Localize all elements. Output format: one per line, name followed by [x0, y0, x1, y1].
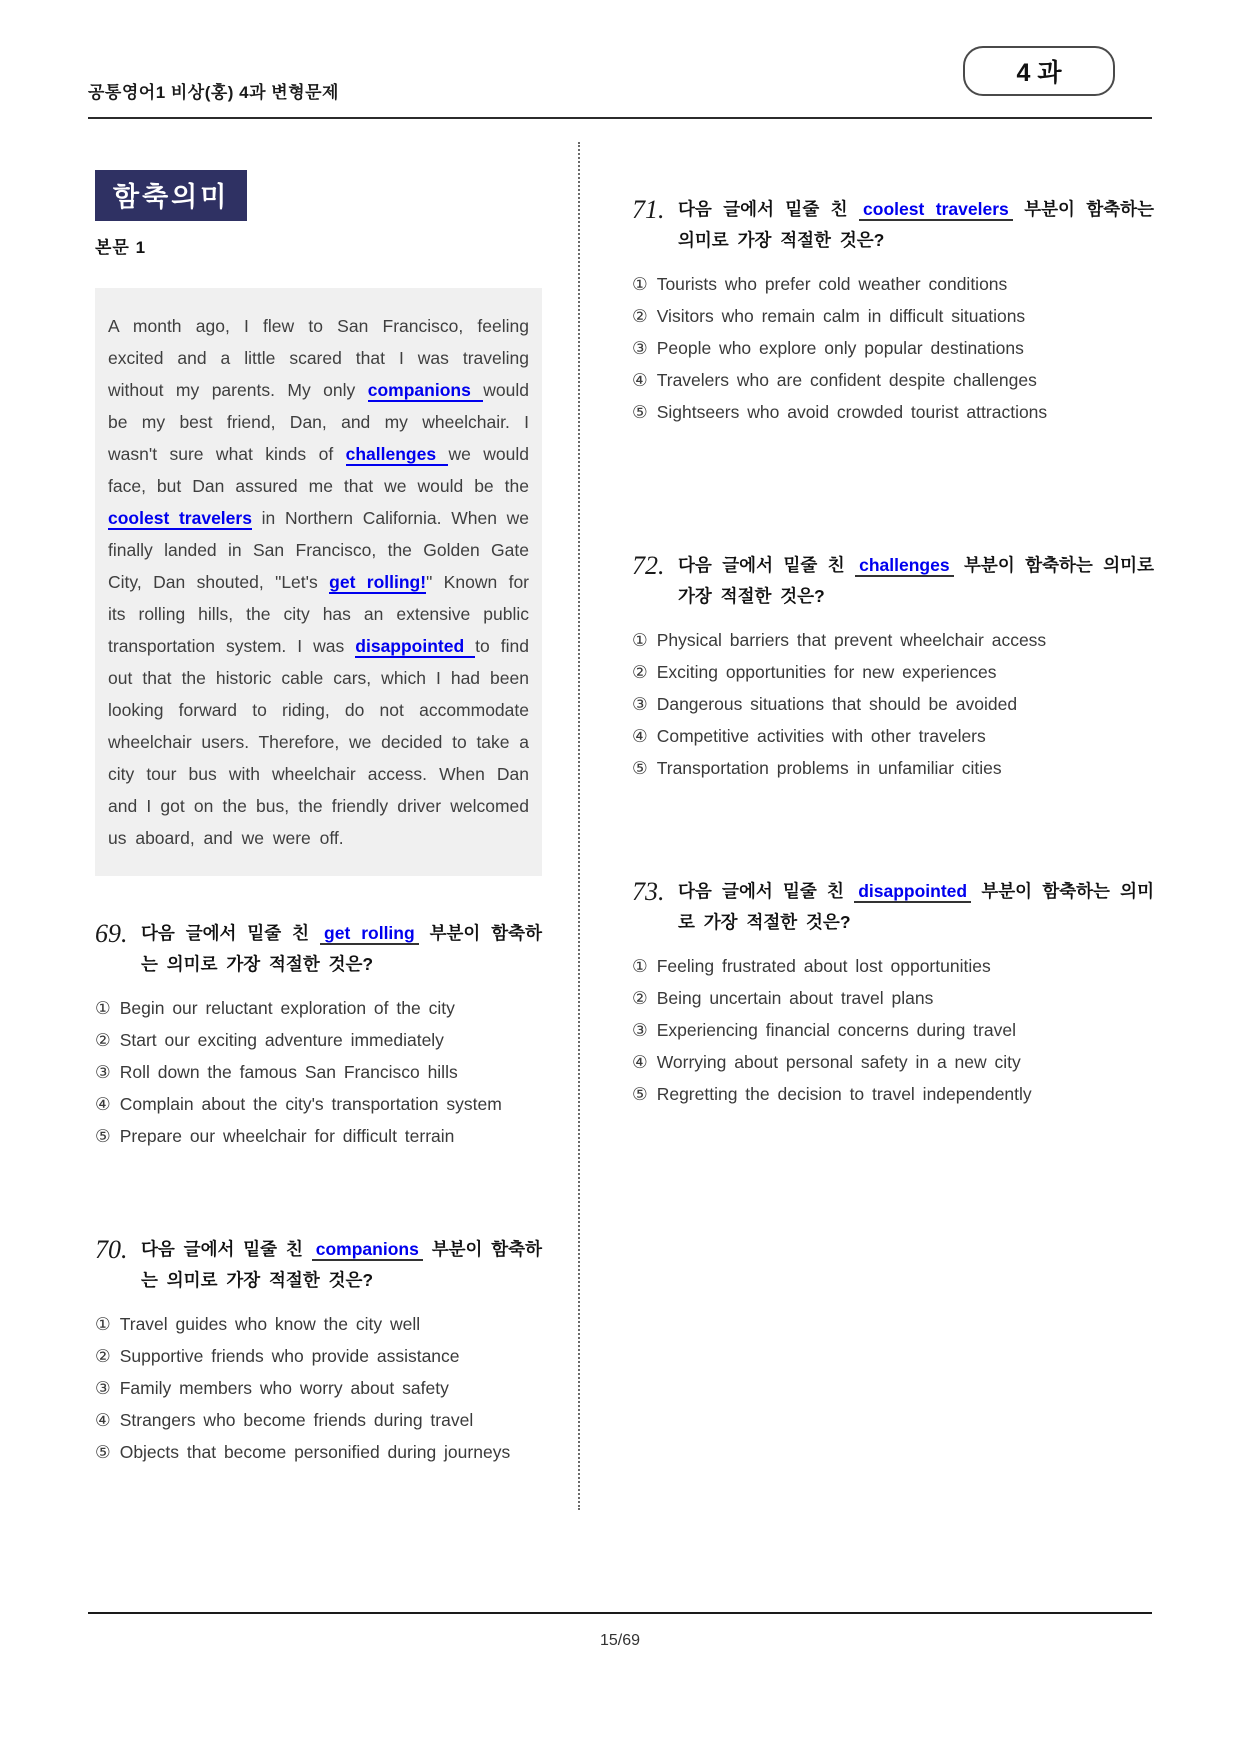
- right-column: [632, 160, 1154, 1110]
- option-marker: ②: [95, 1346, 111, 1366]
- option-marker: ③: [95, 1062, 111, 1082]
- option-text: Complain about the city's transportation system: [119, 1094, 502, 1114]
- option-text: Travelers who are confident despite challenges: [656, 370, 1037, 390]
- option-text: Regretting the decision to travel independently: [656, 1084, 1032, 1104]
- option-5: [632, 1078, 1154, 1110]
- chapter-badge: 4 과: [963, 46, 1115, 96]
- question-prompt: 다음 글에서 밑줄 친 disappointed 부분이 함축하는 의미로 가장 적절한 것은?: [678, 881, 1154, 932]
- option-5: [632, 396, 1154, 428]
- section-title: 함축의미: [95, 170, 247, 221]
- option-2: [632, 300, 1154, 332]
- option-text: Visitors who remain calm in difficult situations: [656, 306, 1026, 326]
- option-2: [632, 656, 1154, 688]
- passage-text: in Northern California. When we finally landed in San Francisco, the Golden Gate City, Dan shouted, "Let's: [108, 508, 529, 592]
- option-1: [632, 624, 1154, 656]
- underlined-word-companions: companions: [367, 380, 484, 400]
- option-text: Supportive friends who provide assistance: [119, 1346, 460, 1366]
- option-marker: ④: [632, 1052, 648, 1072]
- option-4: [95, 1088, 542, 1120]
- underlined-word-coolest-travelers: coolest travelers: [108, 508, 252, 528]
- option-1: [95, 1308, 542, 1340]
- option-text: Travel guides who know the city well: [119, 1314, 421, 1334]
- option-4: [632, 364, 1154, 396]
- options-list: [632, 624, 1154, 784]
- option-marker: ③: [632, 694, 648, 714]
- underlined-keyword: disappointed: [854, 881, 971, 903]
- option-text: People who explore only popular destinations: [656, 338, 1024, 358]
- option-marker: ④: [632, 370, 648, 390]
- option-3: [95, 1056, 542, 1088]
- option-5: [95, 1120, 542, 1152]
- option-text: Objects that become personified during journeys: [119, 1442, 511, 1462]
- option-text: Strangers who become friends during travel: [119, 1410, 474, 1430]
- passage-text: we would face, but Dan assured me that we would be the: [108, 444, 529, 496]
- options-list: [95, 1308, 542, 1468]
- option-3: [632, 1014, 1154, 1046]
- option-marker: ④: [95, 1410, 111, 1430]
- option-text: Being uncertain about travel plans: [656, 988, 934, 1008]
- question-number: 73.: [632, 877, 665, 906]
- option-text: Begin our reluctant exploration of the city: [119, 998, 455, 1018]
- option-text: Tourists who prefer cold weather conditions: [656, 274, 1008, 294]
- option-2: [95, 1340, 542, 1372]
- option-text: Competitive activities with other travelers: [656, 726, 986, 746]
- option-marker: ③: [95, 1378, 111, 1398]
- option-3: [632, 332, 1154, 364]
- option-4: [632, 1046, 1154, 1078]
- option-marker: ④: [95, 1094, 111, 1114]
- option-text: Dangerous situations that should be avoided: [656, 694, 1018, 714]
- option-marker: ②: [632, 306, 648, 326]
- option-marker: ⑤: [632, 758, 648, 778]
- option-marker: ①: [95, 998, 111, 1018]
- option-marker: ⑤: [95, 1442, 111, 1462]
- option-text: Transportation problems in unfamiliar cities: [656, 758, 1002, 778]
- option-text: Start our exciting adventure immediately: [119, 1030, 444, 1050]
- underlined-keyword: get rolling: [320, 923, 419, 945]
- underlined-word-get-rolling: get rolling!: [329, 572, 427, 592]
- question-70: [95, 1234, 542, 1468]
- passage-text: " Known for its rolling hills, the city has an extensive public transportation system. I was: [108, 572, 529, 656]
- question-number: 69.: [95, 919, 128, 948]
- options-list: [632, 268, 1154, 428]
- option-marker: ①: [95, 1314, 111, 1334]
- column-divider: [578, 142, 580, 1510]
- option-3: [95, 1372, 542, 1404]
- option-text: Prepare our wheelchair for difficult terrain: [119, 1126, 455, 1146]
- option-1: [95, 992, 542, 1024]
- underlined-word-challenges: challenges: [345, 444, 449, 464]
- underlined-keyword: coolest travelers: [859, 199, 1013, 221]
- question-number: 70.: [95, 1235, 128, 1264]
- option-1: [632, 268, 1154, 300]
- option-2: [95, 1024, 542, 1056]
- options-list: [632, 950, 1154, 1110]
- option-5: [632, 752, 1154, 784]
- option-marker: ②: [95, 1030, 111, 1050]
- option-marker: ③: [632, 1020, 648, 1040]
- option-text: Experiencing financial concerns during travel: [656, 1020, 1016, 1040]
- question-number: 71.: [632, 195, 665, 224]
- options-list: [95, 992, 542, 1152]
- passage-box: [95, 288, 542, 876]
- option-marker: ⑤: [632, 402, 648, 422]
- question-prompt: 다음 글에서 밑줄 친 get rolling 부분이 함축하는 의미로 가장 적절한 것은?: [141, 923, 542, 974]
- option-marker: ⑤: [95, 1126, 111, 1146]
- option-text: Sightseers who avoid crowded tourist attractions: [656, 402, 1048, 422]
- option-text: Roll down the famous San Francisco hills: [119, 1062, 458, 1082]
- question-72: [632, 550, 1154, 784]
- option-text: Worrying about personal safety in a new city: [656, 1052, 1021, 1072]
- question-prompt: 다음 글에서 밑줄 친 companions 부분이 함축하는 의미로 가장 적절한 것은?: [141, 1239, 542, 1290]
- option-3: [632, 688, 1154, 720]
- left-column: [95, 160, 542, 1468]
- document-header-title: 공통영어1 비상(홍) 4과 변형문제: [88, 83, 339, 102]
- page-number: 15/69: [599, 1632, 641, 1649]
- option-text: Exciting opportunities for new experiences: [656, 662, 997, 682]
- question-number: 72.: [632, 551, 665, 580]
- passage-label: 본문 1: [95, 238, 147, 257]
- passage-text: would be my best friend, Dan, and my wheelchair. I wasn't sure what kinds of: [108, 380, 529, 464]
- option-text: Family members who worry about safety: [119, 1378, 449, 1398]
- header-divider-line: [88, 117, 1152, 119]
- question-71: [632, 194, 1154, 428]
- option-marker: ②: [632, 662, 648, 682]
- option-4: [95, 1404, 542, 1436]
- option-4: [632, 720, 1154, 752]
- option-marker: ①: [632, 630, 648, 650]
- option-text: Feeling frustrated about lost opportunities: [656, 956, 991, 976]
- option-1: [632, 950, 1154, 982]
- passage-text: A month ago, I flew to San Francisco, feeling excited and a little scared that I was traveling without my parents. My only: [108, 316, 529, 400]
- option-marker: ③: [632, 338, 648, 358]
- question-prompt: 다음 글에서 밑줄 친 challenges 부분이 함축하는 의미로 가장 적절한 것은?: [678, 555, 1154, 606]
- option-marker: ⑤: [632, 1084, 648, 1104]
- option-text: Physical barriers that prevent wheelchair access: [656, 630, 1047, 650]
- option-2: [632, 982, 1154, 1014]
- question-prompt: 다음 글에서 밑줄 친 coolest travelers 부분이 함축하는 의미로 가장 적절한 것은?: [678, 199, 1154, 250]
- question-69: [95, 918, 542, 1152]
- option-marker: ④: [632, 726, 648, 746]
- underlined-word-disappointed: disappointed: [355, 636, 476, 656]
- passage-text: to find out that the historic cable cars, which I had been looking forward to riding, do not accommodate wheelchair users. Therefore, we decided to take a city tour bus with wheelchair access. When Dan and I got on the bus, the friendly driver welcomed us aboard, and we were off.: [108, 636, 529, 848]
- option-marker: ②: [632, 988, 648, 1008]
- question-73: [632, 876, 1154, 1110]
- underlined-keyword: challenges: [855, 555, 953, 577]
- option-5: [95, 1436, 542, 1468]
- option-marker: ①: [632, 274, 648, 294]
- footer-divider-line: [88, 1612, 1152, 1614]
- underlined-keyword: companions: [312, 1239, 423, 1261]
- option-marker: ①: [632, 956, 648, 976]
